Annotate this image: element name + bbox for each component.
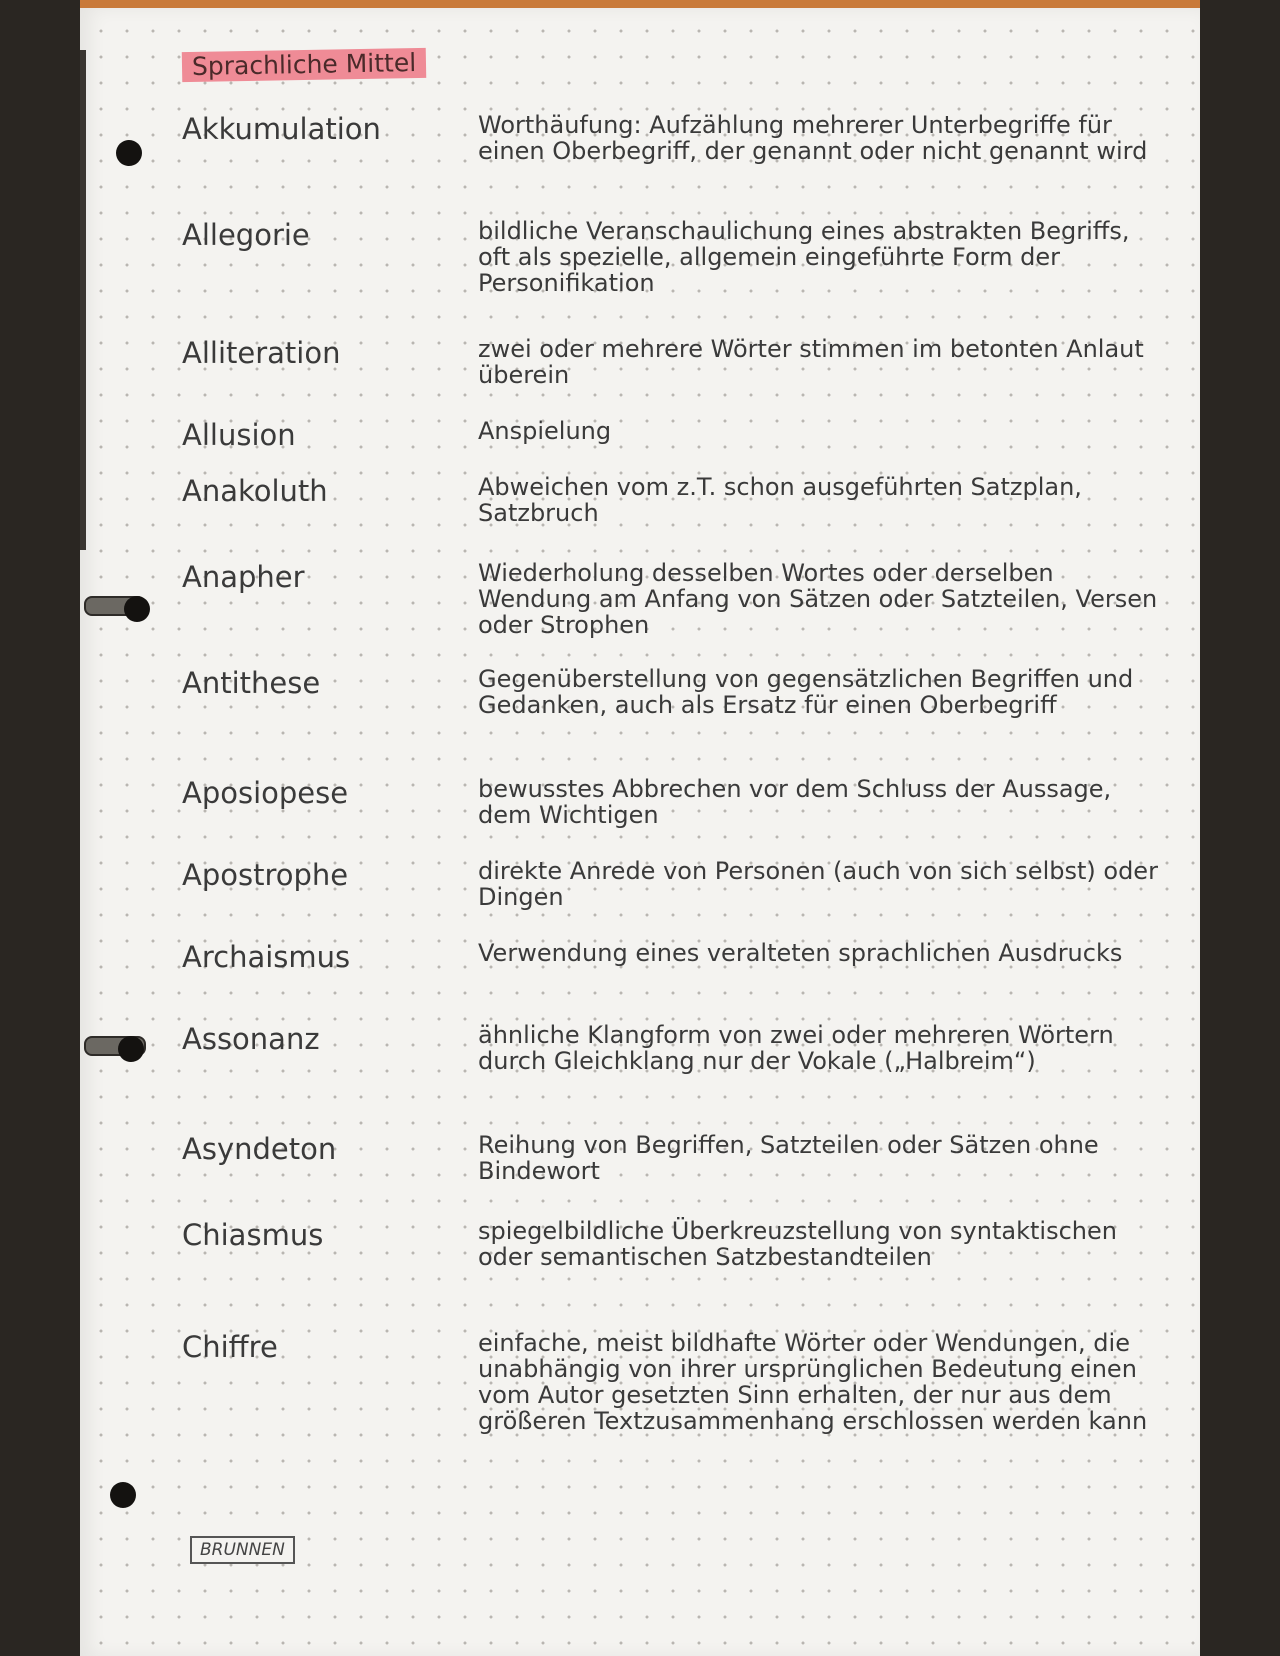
definition: Reihung von Begriffen, Satzteilen oder Sätzen ohne Bindewort <box>478 1131 1099 1185</box>
definition: bildliche Veranschaulichung eines abstrakten Begriffs, oft als spezielle, allgemein eingeführte Form der Personifikation <box>478 217 1130 297</box>
definition: Gegenüberstellung von gegensätzlichen Begriffen und Gedanken, auch als Ersatz für einen Oberbegriff <box>478 665 1134 719</box>
definition: zwei oder mehrere Wörter stimmen im betonten Anlaut überein <box>478 335 1144 389</box>
definition: einfache, meist bildhafte Wörter oder Wendungen, die unabhängig von ihrer ursprünglichen Bedeutung einen vom Autor gesetzten Sinn erhalten, der nur aus dem größeren Textzusammenhang erschlossen werden kann <box>478 1329 1148 1435</box>
term: Anakoluth <box>182 474 328 508</box>
page-title: Sprachliche Mittel <box>182 48 427 82</box>
punch-hole <box>116 140 142 166</box>
definition: Abweichen vom z.T. schon ausgeführten Satzplan, Satzbruch <box>478 473 1082 527</box>
definition: Anspielung <box>478 417 612 445</box>
term: Asyndeton <box>182 1132 337 1166</box>
punch-hole <box>118 1036 144 1062</box>
term: Apostrophe <box>182 858 349 892</box>
definition: Verwendung eines veralteten sprachlichen Ausdrucks <box>478 939 1123 967</box>
paper-left-shadow <box>80 50 86 550</box>
term: Allegorie <box>182 218 310 252</box>
term: Archaismus <box>182 940 351 974</box>
punch-hole <box>110 1482 136 1508</box>
term: Antithese <box>182 666 321 700</box>
term: Aposiopese <box>182 776 349 810</box>
definition: bewusstes Abbrechen vor dem Schluss der Aussage, dem Wichtigen <box>478 775 1112 829</box>
brand-logo: BRUNNEN <box>190 1536 295 1564</box>
term: Anapher <box>182 560 305 594</box>
term: Allusion <box>182 418 296 452</box>
term: Chiasmus <box>182 1218 324 1252</box>
term: Alliteration <box>182 336 341 370</box>
definition: Worthäufung: Aufzählung mehrerer Unterbegriffe für einen Oberbegriff, der genannt oder nicht genannt wird <box>478 111 1148 165</box>
term: Assonanz <box>182 1022 320 1056</box>
term: Chiffre <box>182 1330 278 1364</box>
definition: Wiederholung desselben Wortes oder derselben Wendung am Anfang von Sätzen oder Satzteilen, Versen oder Strophen <box>478 559 1158 639</box>
definition: ähnliche Klangform von zwei oder mehreren Wörtern durch Gleichklang nur der Vokale („Halbreim“) <box>478 1021 1114 1075</box>
definition: spiegelbildliche Überkreuzstellung von syntaktischen oder semantischen Satzbestandteilen <box>478 1217 1117 1271</box>
definition: direkte Anrede von Personen (auch von sich selbst) oder Dingen <box>478 857 1158 911</box>
term: Akkumulation <box>182 112 381 146</box>
punch-hole <box>124 596 150 622</box>
